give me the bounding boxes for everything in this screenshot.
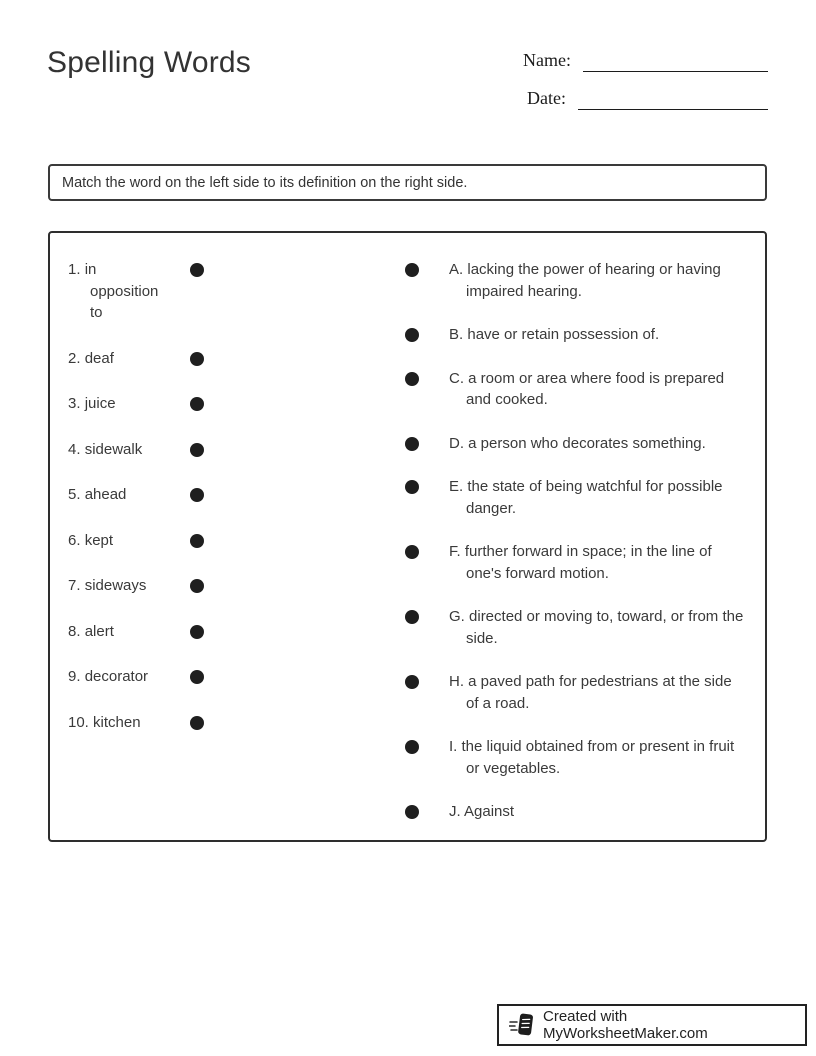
definition-letter: B. (449, 326, 464, 343)
word-item (68, 575, 204, 597)
definition-text: a paved path for pedestrians at the side of a road. (466, 673, 732, 712)
word-match-dot[interactable] (190, 352, 204, 366)
word-label (68, 666, 168, 688)
word-match-dot[interactable] (190, 625, 204, 639)
word-text: ahead (84, 486, 127, 503)
word-label (68, 530, 168, 552)
word-item (68, 348, 204, 370)
instructions-box (48, 164, 767, 201)
definition-label (449, 801, 748, 823)
definition-letter: I. (449, 738, 458, 755)
definition-letter: J. (449, 803, 461, 820)
definition-text: Against (464, 803, 515, 820)
word-match-dot[interactable] (190, 263, 204, 277)
definitions-column (405, 259, 751, 845)
word-number: 6. (68, 531, 81, 549)
word-text: kept (84, 531, 114, 549)
definition-label (449, 368, 748, 411)
date-label: Date: (527, 88, 566, 108)
word-item (68, 259, 204, 324)
word-label (68, 575, 168, 597)
definition-item (405, 801, 751, 823)
word-item (68, 666, 204, 688)
word-number: 9. (68, 668, 81, 685)
definition-match-dot[interactable] (405, 263, 419, 277)
word-text: alert (84, 622, 114, 640)
definition-item (405, 606, 751, 649)
definition-text: further forward in space; in the line of one's forward motion. (464, 543, 712, 582)
definition-match-dot[interactable] (405, 610, 419, 624)
definition-text: lacking the power of hearing or having impaired hearing. (466, 261, 721, 300)
definition-match-dot[interactable] (405, 437, 419, 451)
definition-match-dot[interactable] (405, 372, 419, 386)
definition-match-dot[interactable] (405, 675, 419, 689)
word-label (68, 259, 168, 324)
matching-area (48, 231, 767, 842)
name-date-block (523, 50, 768, 126)
definition-item (405, 671, 751, 714)
word-number: 8. (68, 622, 81, 640)
word-text: in opposition to (84, 261, 159, 321)
date-input-line[interactable] (578, 109, 768, 110)
definition-label (449, 476, 748, 519)
definition-label (449, 541, 748, 584)
name-row (523, 50, 768, 73)
definition-item (405, 259, 751, 302)
name-label: Name: (523, 50, 571, 70)
definition-text: directed or moving to, toward, or from the side. (466, 608, 744, 647)
definition-item (405, 433, 751, 455)
word-label (68, 439, 168, 461)
word-match-dot[interactable] (190, 397, 204, 411)
word-item (68, 439, 204, 461)
worksheet-maker-logo-icon (509, 1011, 535, 1039)
definition-text: a person who decorates something. (468, 434, 706, 452)
word-item (68, 393, 204, 415)
definition-match-dot[interactable] (405, 740, 419, 754)
word-label (68, 484, 168, 506)
word-number: 7. (68, 577, 81, 594)
definition-item (405, 324, 751, 346)
definition-text: the liquid obtained from or present in fruit or vegetables. (461, 738, 735, 777)
word-text: kitchen (93, 713, 141, 731)
definition-letter: A. (449, 261, 464, 278)
word-match-dot[interactable] (190, 488, 204, 502)
definition-item (405, 476, 751, 519)
definition-label (449, 433, 748, 455)
word-number: 5. (68, 486, 81, 503)
word-text: juice (84, 395, 116, 412)
word-text: sideways (84, 577, 147, 594)
words-column (68, 259, 204, 757)
word-label (68, 712, 168, 734)
word-number: 4. (68, 440, 81, 458)
word-text: deaf (84, 349, 114, 367)
word-match-dot[interactable] (190, 670, 204, 684)
definition-letter: D. (449, 434, 464, 452)
word-text: decorator (84, 668, 149, 685)
word-label (68, 621, 168, 643)
definition-label (449, 736, 748, 779)
word-match-dot[interactable] (190, 716, 204, 730)
definition-item (405, 541, 751, 584)
definition-label (449, 606, 748, 649)
instructions-text: Match the word on the left side to its definition on the right side. (62, 174, 468, 191)
word-text: sidewalk (84, 440, 143, 458)
definition-text: the state of being watchful for possible danger. (466, 478, 723, 517)
definition-match-dot[interactable] (405, 545, 419, 559)
word-label (68, 348, 168, 370)
word-item (68, 530, 204, 552)
word-item (68, 712, 204, 734)
definition-label (449, 259, 748, 302)
word-number: 2. (68, 349, 81, 367)
word-match-dot[interactable] (190, 534, 204, 548)
definition-letter: E. (449, 478, 464, 495)
word-match-dot[interactable] (190, 579, 204, 593)
word-number: 3. (68, 395, 81, 412)
definition-match-dot[interactable] (405, 480, 419, 494)
word-item (68, 484, 204, 506)
definition-label (449, 324, 748, 346)
definition-item (405, 736, 751, 779)
definition-letter: H. (449, 673, 464, 690)
definition-text: a room or area where food is prepared and cooked. (466, 369, 725, 408)
word-item (68, 621, 204, 643)
date-row (523, 88, 768, 111)
word-label (68, 393, 168, 415)
word-number: 10. (68, 713, 89, 731)
definition-item (405, 368, 751, 411)
definition-letter: G. (449, 608, 465, 625)
credit-text: Created with MyWorksheetMaker.com (543, 1008, 708, 1042)
word-match-dot[interactable] (190, 443, 204, 457)
definition-letter: F. (449, 543, 461, 560)
definition-label (449, 671, 748, 714)
definition-text: have or retain possession of. (467, 326, 660, 343)
definition-letter: C. (449, 369, 464, 387)
word-number: 1. (68, 261, 81, 278)
page-title: Spelling Words (47, 46, 252, 79)
definition-match-dot[interactable] (405, 328, 419, 342)
name-input-line[interactable] (583, 71, 768, 72)
credit-box (497, 1004, 807, 1046)
definition-match-dot[interactable] (405, 805, 419, 819)
